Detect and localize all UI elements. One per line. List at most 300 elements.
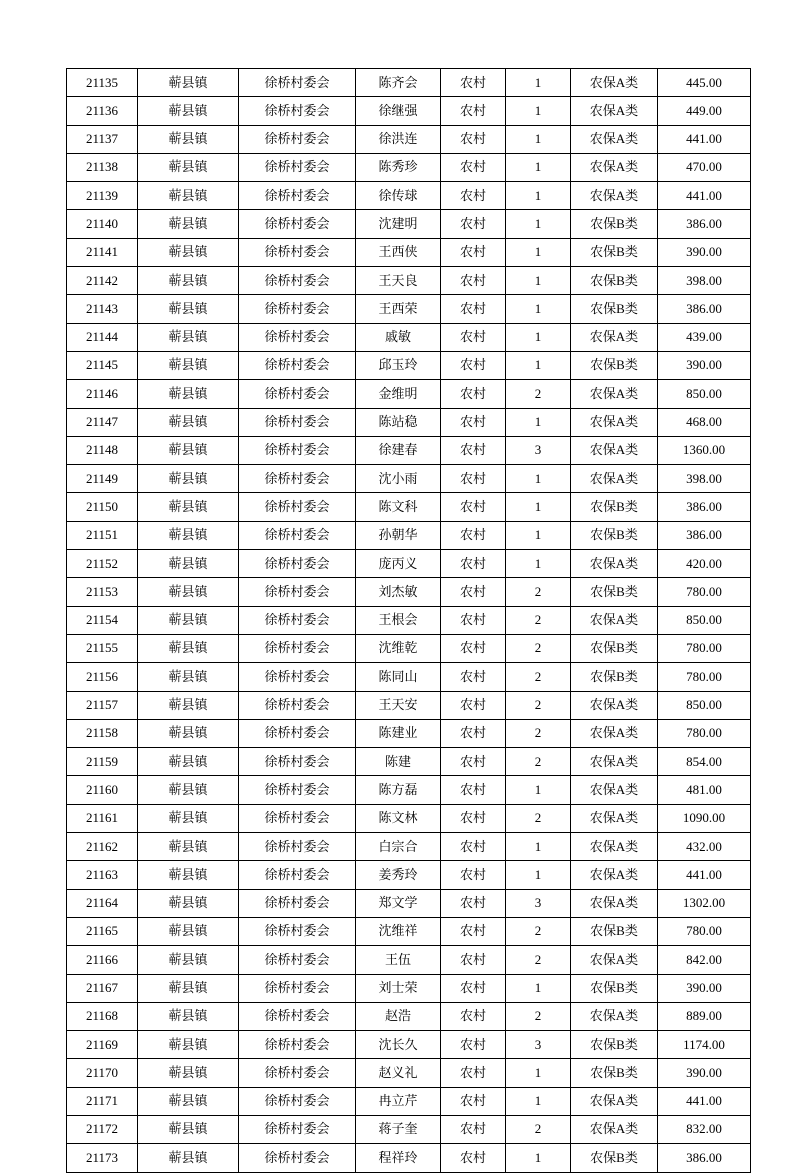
cell-amount: 441.00 (658, 861, 751, 889)
cell-name: 徐洪连 (356, 125, 441, 153)
cell-count: 1 (506, 153, 571, 181)
cell-id: 21149 (67, 465, 138, 493)
cell-count: 1 (506, 210, 571, 238)
cell-name: 戚敏 (356, 323, 441, 351)
table-row (67, 493, 751, 521)
cell-count: 3 (506, 436, 571, 464)
cell-name: 庞丙义 (356, 550, 441, 578)
cell-amount: 439.00 (658, 323, 751, 351)
table-row (67, 153, 751, 181)
table-row (67, 1087, 751, 1115)
cell-category: 农保B类 (571, 351, 658, 379)
cell-name: 沈小雨 (356, 465, 441, 493)
cell-village: 徐桥村委会 (239, 153, 356, 181)
cell-count: 1 (506, 97, 571, 125)
cell-category: 农保A类 (571, 1087, 658, 1115)
cell-name: 王西荣 (356, 295, 441, 323)
table-row (67, 1115, 751, 1143)
table-row (67, 634, 751, 662)
cell-type: 农村 (441, 465, 506, 493)
cell-count: 3 (506, 889, 571, 917)
cell-name: 陈文林 (356, 804, 441, 832)
cell-count: 1 (506, 125, 571, 153)
cell-count: 1 (506, 521, 571, 549)
cell-village: 徐桥村委会 (239, 1002, 356, 1030)
cell-count: 1 (506, 776, 571, 804)
cell-category: 农保A类 (571, 323, 658, 351)
cell-amount: 441.00 (658, 125, 751, 153)
cell-name: 陈齐会 (356, 69, 441, 97)
cell-count: 1 (506, 267, 571, 295)
cell-town: 蕲县镇 (138, 238, 239, 266)
cell-count: 1 (506, 833, 571, 861)
cell-count: 2 (506, 578, 571, 606)
cell-type: 农村 (441, 606, 506, 634)
cell-amount: 398.00 (658, 267, 751, 295)
cell-type: 农村 (441, 917, 506, 945)
cell-category: 农保B类 (571, 663, 658, 691)
cell-type: 农村 (441, 295, 506, 323)
cell-village: 徐桥村委会 (239, 776, 356, 804)
cell-category: 农保B类 (571, 1059, 658, 1087)
cell-id: 21155 (67, 634, 138, 662)
cell-type: 农村 (441, 719, 506, 747)
cell-category: 农保B类 (571, 974, 658, 1002)
cell-id: 21163 (67, 861, 138, 889)
cell-type: 农村 (441, 804, 506, 832)
cell-id: 21150 (67, 493, 138, 521)
cell-amount: 854.00 (658, 748, 751, 776)
cell-amount: 441.00 (658, 182, 751, 210)
cell-id: 21173 (67, 1144, 138, 1172)
cell-type: 农村 (441, 946, 506, 974)
cell-town: 蕲县镇 (138, 521, 239, 549)
cell-id: 21171 (67, 1087, 138, 1115)
table-row (67, 776, 751, 804)
cell-count: 2 (506, 946, 571, 974)
table-row (67, 1059, 751, 1087)
cell-name: 赵义礼 (356, 1059, 441, 1087)
cell-id: 21146 (67, 380, 138, 408)
cell-town: 蕲县镇 (138, 889, 239, 917)
cell-amount: 432.00 (658, 833, 751, 861)
cell-town: 蕲县镇 (138, 1115, 239, 1143)
cell-town: 蕲县镇 (138, 776, 239, 804)
cell-village: 徐桥村委会 (239, 889, 356, 917)
table-row (67, 833, 751, 861)
cell-name: 冉立芹 (356, 1087, 441, 1115)
cell-village: 徐桥村委会 (239, 238, 356, 266)
cell-amount: 780.00 (658, 578, 751, 606)
cell-type: 农村 (441, 748, 506, 776)
cell-type: 农村 (441, 267, 506, 295)
cell-type: 农村 (441, 1115, 506, 1143)
cell-name: 白宗合 (356, 833, 441, 861)
cell-id: 21140 (67, 210, 138, 238)
cell-town: 蕲县镇 (138, 436, 239, 464)
cell-name: 徐建春 (356, 436, 441, 464)
cell-name: 王天良 (356, 267, 441, 295)
cell-town: 蕲县镇 (138, 1144, 239, 1172)
cell-name: 刘士荣 (356, 974, 441, 1002)
cell-village: 徐桥村委会 (239, 917, 356, 945)
cell-id: 21138 (67, 153, 138, 181)
cell-type: 农村 (441, 436, 506, 464)
cell-amount: 386.00 (658, 1144, 751, 1172)
cell-amount: 449.00 (658, 97, 751, 125)
table-row (67, 380, 751, 408)
cell-name: 陈方磊 (356, 776, 441, 804)
cell-type: 农村 (441, 408, 506, 436)
cell-id: 21166 (67, 946, 138, 974)
cell-type: 农村 (441, 861, 506, 889)
cell-town: 蕲县镇 (138, 946, 239, 974)
cell-name: 郑文学 (356, 889, 441, 917)
cell-town: 蕲县镇 (138, 1031, 239, 1059)
cell-type: 农村 (441, 238, 506, 266)
cell-town: 蕲县镇 (138, 182, 239, 210)
cell-village: 徐桥村委会 (239, 210, 356, 238)
cell-town: 蕲县镇 (138, 153, 239, 181)
table-row (67, 578, 751, 606)
cell-town: 蕲县镇 (138, 295, 239, 323)
cell-id: 21165 (67, 917, 138, 945)
cell-village: 徐桥村委会 (239, 295, 356, 323)
cell-village: 徐桥村委会 (239, 182, 356, 210)
cell-category: 农保B类 (571, 267, 658, 295)
cell-village: 徐桥村委会 (239, 833, 356, 861)
cell-count: 1 (506, 550, 571, 578)
cell-village: 徐桥村委会 (239, 946, 356, 974)
cell-type: 农村 (441, 1031, 506, 1059)
cell-type: 农村 (441, 634, 506, 662)
cell-type: 农村 (441, 125, 506, 153)
cell-amount: 386.00 (658, 210, 751, 238)
cell-name: 邱玉玲 (356, 351, 441, 379)
cell-category: 农保A类 (571, 606, 658, 634)
cell-count: 1 (506, 69, 571, 97)
cell-type: 农村 (441, 210, 506, 238)
cell-id: 21141 (67, 238, 138, 266)
table-row (67, 550, 751, 578)
cell-village: 徐桥村委会 (239, 634, 356, 662)
cell-name: 徐继强 (356, 97, 441, 125)
cell-count: 2 (506, 634, 571, 662)
cell-category: 农保A类 (571, 465, 658, 493)
cell-amount: 780.00 (658, 719, 751, 747)
cell-town: 蕲县镇 (138, 351, 239, 379)
cell-town: 蕲县镇 (138, 748, 239, 776)
cell-village: 徐桥村委会 (239, 606, 356, 634)
cell-village: 徐桥村委会 (239, 804, 356, 832)
table-row (67, 125, 751, 153)
cell-name: 沈维乾 (356, 634, 441, 662)
table-row (67, 465, 751, 493)
cell-category: 农保A类 (571, 748, 658, 776)
cell-village: 徐桥村委会 (239, 719, 356, 747)
cell-village: 徐桥村委会 (239, 691, 356, 719)
cell-type: 农村 (441, 833, 506, 861)
cell-amount: 850.00 (658, 606, 751, 634)
cell-count: 2 (506, 804, 571, 832)
cell-category: 农保A类 (571, 408, 658, 436)
cell-town: 蕲县镇 (138, 1002, 239, 1030)
cell-category: 农保A类 (571, 153, 658, 181)
cell-town: 蕲县镇 (138, 493, 239, 521)
cell-category: 农保A类 (571, 776, 658, 804)
cell-village: 徐桥村委会 (239, 578, 356, 606)
cell-village: 徐桥村委会 (239, 521, 356, 549)
cell-name: 蒋子奎 (356, 1115, 441, 1143)
cell-amount: 889.00 (658, 1002, 751, 1030)
cell-town: 蕲县镇 (138, 833, 239, 861)
cell-count: 2 (506, 748, 571, 776)
cell-amount: 420.00 (658, 550, 751, 578)
cell-type: 农村 (441, 550, 506, 578)
cell-village: 徐桥村委会 (239, 125, 356, 153)
cell-type: 农村 (441, 1144, 506, 1172)
cell-town: 蕲县镇 (138, 606, 239, 634)
cell-village: 徐桥村委会 (239, 1059, 356, 1087)
cell-id: 21169 (67, 1031, 138, 1059)
cell-type: 农村 (441, 493, 506, 521)
cell-town: 蕲县镇 (138, 125, 239, 153)
cell-amount: 398.00 (658, 465, 751, 493)
cell-village: 徐桥村委会 (239, 408, 356, 436)
cell-town: 蕲县镇 (138, 719, 239, 747)
cell-count: 1 (506, 861, 571, 889)
table-row (67, 1002, 751, 1030)
cell-id: 21153 (67, 578, 138, 606)
cell-id: 21142 (67, 267, 138, 295)
cell-town: 蕲县镇 (138, 465, 239, 493)
cell-category: 农保A类 (571, 691, 658, 719)
table-row (67, 1144, 751, 1172)
cell-id: 21151 (67, 521, 138, 549)
cell-town: 蕲县镇 (138, 1087, 239, 1115)
cell-id: 21152 (67, 550, 138, 578)
cell-town: 蕲县镇 (138, 69, 239, 97)
cell-count: 1 (506, 295, 571, 323)
cell-name: 姜秀玲 (356, 861, 441, 889)
cell-name: 沈维祥 (356, 917, 441, 945)
table-row (67, 917, 751, 945)
cell-town: 蕲县镇 (138, 550, 239, 578)
cell-category: 农保A类 (571, 1115, 658, 1143)
table-row (67, 351, 751, 379)
cell-id: 21167 (67, 974, 138, 1002)
cell-village: 徐桥村委会 (239, 380, 356, 408)
cell-type: 农村 (441, 351, 506, 379)
cell-id: 21139 (67, 182, 138, 210)
cell-type: 农村 (441, 323, 506, 351)
cell-count: 1 (506, 323, 571, 351)
cell-category: 农保B类 (571, 295, 658, 323)
cell-count: 1 (506, 974, 571, 1002)
cell-category: 农保B类 (571, 1144, 658, 1172)
cell-type: 农村 (441, 974, 506, 1002)
cell-name: 沈建明 (356, 210, 441, 238)
cell-id: 21157 (67, 691, 138, 719)
cell-id: 21137 (67, 125, 138, 153)
table-row (67, 946, 751, 974)
cell-id: 21135 (67, 69, 138, 97)
cell-count: 1 (506, 408, 571, 436)
cell-amount: 850.00 (658, 380, 751, 408)
cell-count: 1 (506, 238, 571, 266)
cell-category: 农保A类 (571, 182, 658, 210)
table-row (67, 182, 751, 210)
cell-amount: 386.00 (658, 493, 751, 521)
cell-name: 程祥玲 (356, 1144, 441, 1172)
table-row (67, 521, 751, 549)
cell-town: 蕲县镇 (138, 1059, 239, 1087)
table-row (67, 1031, 751, 1059)
cell-type: 农村 (441, 691, 506, 719)
cell-name: 陈站稳 (356, 408, 441, 436)
cell-id: 21147 (67, 408, 138, 436)
cell-town: 蕲县镇 (138, 861, 239, 889)
table-row (67, 748, 751, 776)
table-row (67, 267, 751, 295)
cell-id: 21172 (67, 1115, 138, 1143)
cell-count: 2 (506, 1002, 571, 1030)
cell-id: 21162 (67, 833, 138, 861)
cell-type: 农村 (441, 1087, 506, 1115)
cell-type: 农村 (441, 69, 506, 97)
cell-id: 21144 (67, 323, 138, 351)
cell-category: 农保A类 (571, 719, 658, 747)
cell-id: 21164 (67, 889, 138, 917)
cell-category: 农保B类 (571, 917, 658, 945)
cell-type: 农村 (441, 153, 506, 181)
cell-town: 蕲县镇 (138, 578, 239, 606)
table-row (67, 323, 751, 351)
cell-category: 农保A类 (571, 436, 658, 464)
cell-count: 2 (506, 719, 571, 747)
cell-amount: 441.00 (658, 1087, 751, 1115)
cell-amount: 390.00 (658, 1059, 751, 1087)
cell-id: 21158 (67, 719, 138, 747)
cell-id: 21148 (67, 436, 138, 464)
cell-id: 21145 (67, 351, 138, 379)
table-row (67, 663, 751, 691)
cell-town: 蕲县镇 (138, 663, 239, 691)
cell-town: 蕲县镇 (138, 323, 239, 351)
cell-name: 金维明 (356, 380, 441, 408)
cell-name: 陈同山 (356, 663, 441, 691)
cell-name: 刘杰敏 (356, 578, 441, 606)
cell-count: 1 (506, 1144, 571, 1172)
cell-amount: 1090.00 (658, 804, 751, 832)
cell-type: 农村 (441, 97, 506, 125)
table-row (67, 97, 751, 125)
table-row (67, 861, 751, 889)
cell-id: 21154 (67, 606, 138, 634)
cell-category: 农保B类 (571, 521, 658, 549)
cell-category: 农保A类 (571, 946, 658, 974)
cell-category: 农保B类 (571, 238, 658, 266)
cell-count: 2 (506, 1115, 571, 1143)
cell-count: 3 (506, 1031, 571, 1059)
cell-amount: 832.00 (658, 1115, 751, 1143)
cell-amount: 390.00 (658, 351, 751, 379)
cell-amount: 1174.00 (658, 1031, 751, 1059)
cell-type: 农村 (441, 521, 506, 549)
cell-amount: 842.00 (658, 946, 751, 974)
cell-category: 农保A类 (571, 550, 658, 578)
cell-village: 徐桥村委会 (239, 267, 356, 295)
cell-amount: 780.00 (658, 663, 751, 691)
cell-category: 农保A类 (571, 804, 658, 832)
cell-type: 农村 (441, 578, 506, 606)
cell-town: 蕲县镇 (138, 97, 239, 125)
cell-village: 徐桥村委会 (239, 1031, 356, 1059)
cell-category: 农保B类 (571, 1031, 658, 1059)
table-row (67, 69, 751, 97)
cell-name: 徐传球 (356, 182, 441, 210)
cell-count: 1 (506, 465, 571, 493)
cell-town: 蕲县镇 (138, 917, 239, 945)
cell-village: 徐桥村委会 (239, 1115, 356, 1143)
cell-amount: 390.00 (658, 238, 751, 266)
subsidy-table (66, 68, 751, 1173)
table-row (67, 295, 751, 323)
cell-category: 农保B类 (571, 578, 658, 606)
cell-count: 2 (506, 917, 571, 945)
cell-id: 21136 (67, 97, 138, 125)
table-row (67, 238, 751, 266)
table-row (67, 889, 751, 917)
cell-category: 农保A类 (571, 889, 658, 917)
cell-name: 陈秀珍 (356, 153, 441, 181)
cell-name: 王伍 (356, 946, 441, 974)
cell-count: 2 (506, 691, 571, 719)
cell-town: 蕲县镇 (138, 267, 239, 295)
cell-village: 徐桥村委会 (239, 1087, 356, 1115)
cell-type: 农村 (441, 889, 506, 917)
table-row (67, 210, 751, 238)
cell-id: 21159 (67, 748, 138, 776)
cell-id: 21143 (67, 295, 138, 323)
cell-category: 农保A类 (571, 69, 658, 97)
cell-category: 农保A类 (571, 97, 658, 125)
cell-amount: 468.00 (658, 408, 751, 436)
cell-count: 1 (506, 493, 571, 521)
cell-category: 农保B类 (571, 210, 658, 238)
cell-category: 农保A类 (571, 861, 658, 889)
table-row (67, 691, 751, 719)
cell-id: 21161 (67, 804, 138, 832)
cell-category: 农保A类 (571, 1002, 658, 1030)
cell-amount: 445.00 (658, 69, 751, 97)
cell-village: 徐桥村委会 (239, 550, 356, 578)
cell-town: 蕲县镇 (138, 408, 239, 436)
cell-name: 王西侠 (356, 238, 441, 266)
cell-count: 1 (506, 1087, 571, 1115)
cell-amount: 481.00 (658, 776, 751, 804)
cell-town: 蕲县镇 (138, 634, 239, 662)
cell-type: 农村 (441, 182, 506, 210)
cell-id: 21156 (67, 663, 138, 691)
cell-name: 王根会 (356, 606, 441, 634)
cell-village: 徐桥村委会 (239, 69, 356, 97)
cell-name: 陈建业 (356, 719, 441, 747)
cell-village: 徐桥村委会 (239, 97, 356, 125)
cell-village: 徐桥村委会 (239, 663, 356, 691)
cell-amount: 780.00 (658, 634, 751, 662)
cell-town: 蕲县镇 (138, 691, 239, 719)
